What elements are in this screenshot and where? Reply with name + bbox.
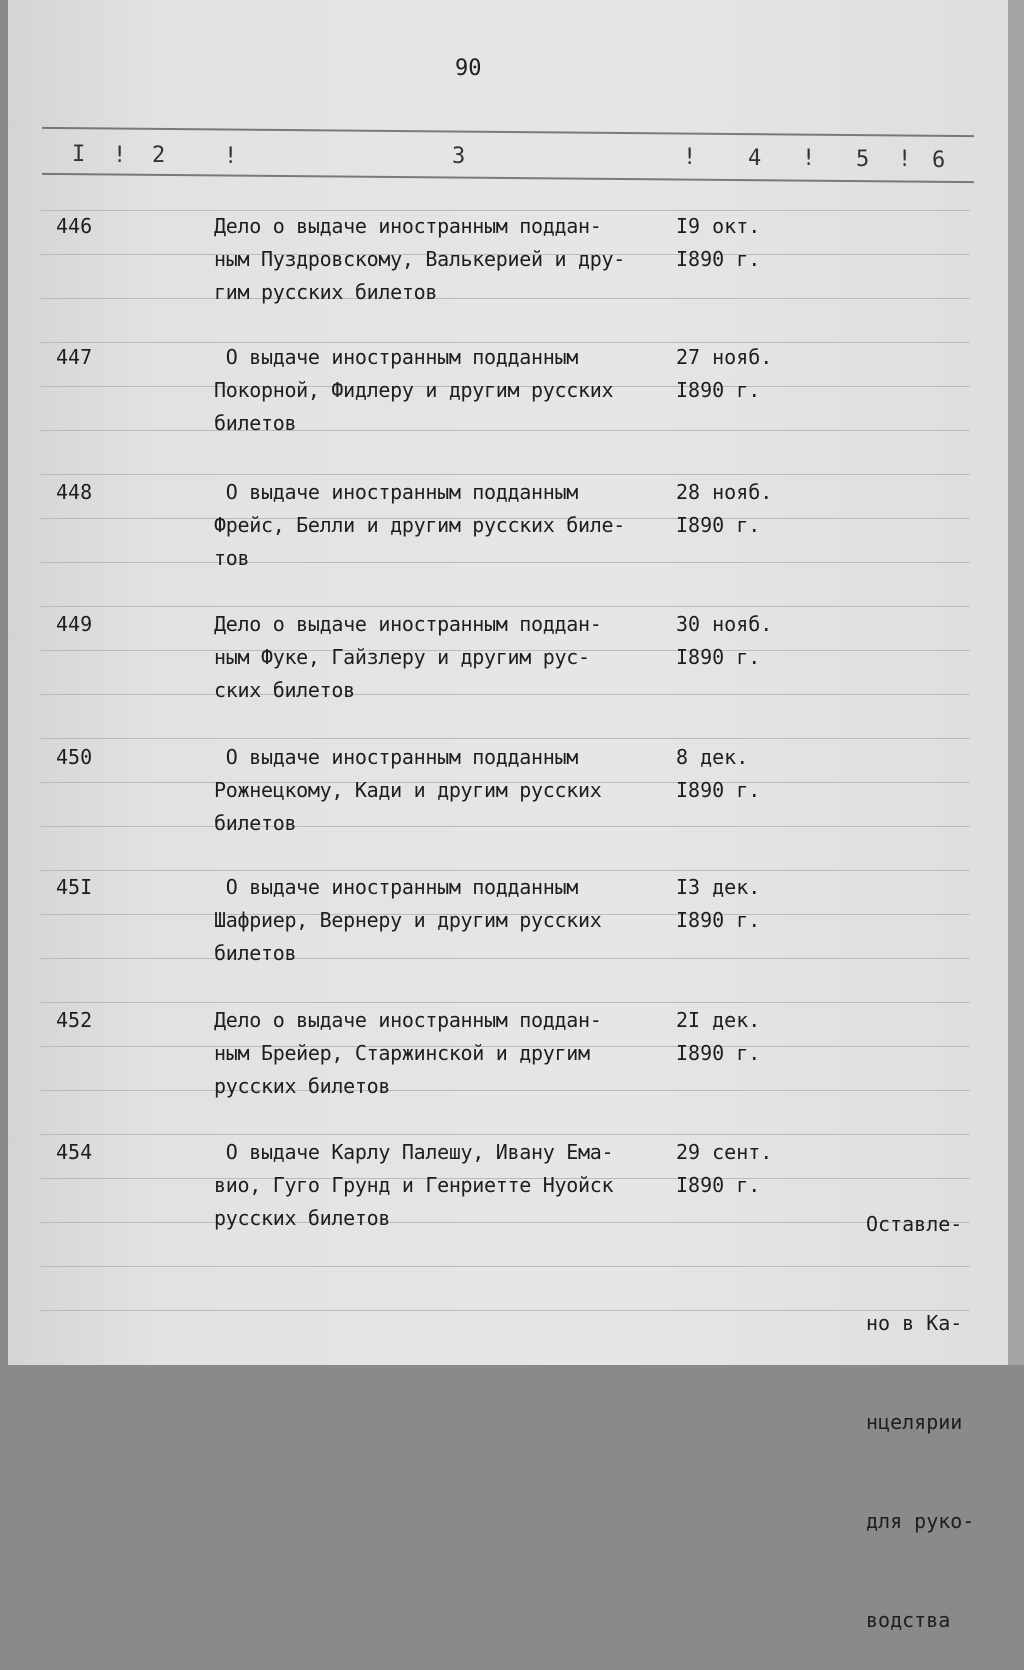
entry-date	[676, 1136, 772, 1202]
description-line: ным Брейер, Старжинской и другим	[214, 1041, 590, 1065]
description-line: О выдаче иностранным подданным	[214, 345, 578, 369]
note-line: водства	[866, 1608, 951, 1632]
entry-description	[214, 476, 625, 575]
note-line: нцелярии	[866, 1410, 963, 1434]
description-line: ным Фуке, Гайзлеру и другим рус-	[214, 645, 590, 669]
description-line: Рожнецкому, Кади и другим русских	[214, 778, 602, 802]
column-header: 5	[856, 146, 870, 172]
entry-date	[676, 476, 772, 542]
description-line: О выдаче иностранным подданным	[214, 745, 578, 769]
description-line: гим русских билетов	[214, 280, 438, 304]
entry-number: 447	[56, 345, 93, 369]
description-line: русских билетов	[214, 1206, 391, 1230]
entry-number: 454	[56, 1140, 93, 1164]
entry-number: 452	[56, 1008, 93, 1032]
description-line: ным Пуздровскому, Валькерией и дру-	[214, 247, 625, 271]
ruled-line	[40, 1002, 970, 1003]
entry-description	[214, 341, 613, 440]
column-header: 6	[932, 148, 946, 173]
date-line: 29 сент.	[676, 1140, 773, 1164]
date-line: I890 г.	[676, 1173, 761, 1197]
date-line: 27 нояб.	[676, 345, 773, 369]
note-line: но в Ка-	[866, 1311, 963, 1335]
description-line: Дело о выдаче иностранным поддан-	[214, 612, 602, 636]
date-line: I890 г.	[676, 513, 761, 537]
entry-date	[676, 1004, 760, 1070]
description-line: Фрейс, Белли и другим русских биле-	[214, 513, 625, 537]
column-separator: !	[898, 147, 912, 173]
description-line: О выдаче Карлу Палешу, Ивану Ема-	[214, 1140, 614, 1164]
column-separator: !	[113, 142, 127, 168]
ruled-line	[40, 1266, 970, 1267]
date-line: I890 г.	[676, 378, 761, 402]
description-line: Дело о выдаче иностранным поддан-	[214, 214, 602, 238]
column-header: 2	[152, 143, 166, 169]
date-line: I890 г.	[676, 645, 761, 669]
column-separator: !	[683, 145, 697, 170]
entry-description	[214, 608, 601, 707]
description-line: О выдаче иностранным подданным	[214, 480, 578, 504]
entry-date	[676, 608, 772, 674]
description-line: ских билетов	[214, 678, 355, 702]
column-header: I	[72, 142, 86, 167]
date-line: 30 нояб.	[676, 612, 773, 636]
ruled-line	[40, 474, 970, 475]
ruled-line	[40, 738, 970, 739]
description-line: тов	[214, 546, 250, 570]
entry-number: 45I	[56, 875, 93, 899]
date-line: I3 дек.	[676, 875, 761, 899]
entry-date	[676, 210, 760, 276]
page-number: 90	[455, 56, 482, 81]
column-header: 3	[452, 144, 466, 170]
entry-description	[214, 741, 601, 840]
entry-number: 448	[56, 480, 93, 504]
entry-number: 449	[56, 612, 93, 636]
date-line: I890 г.	[676, 778, 761, 802]
date-line: I9 окт.	[676, 214, 761, 238]
entry-number: 446	[56, 214, 93, 238]
entry-description	[214, 1004, 601, 1103]
column-separator: !	[224, 143, 238, 169]
description-line: Шафриер, Вернеру и другим русских	[214, 908, 602, 932]
description-line: билетов	[214, 411, 297, 435]
date-line: 2I дек.	[676, 1008, 761, 1032]
date-line: I890 г.	[676, 908, 761, 932]
entry-description	[214, 210, 625, 309]
description-line: билетов	[214, 941, 297, 965]
entry-description	[214, 1136, 613, 1235]
entry-description	[214, 871, 601, 970]
description-line: Покорной, Фидлеру и другим русских	[214, 378, 614, 402]
ruled-line	[40, 1310, 970, 1311]
entry-number: 450	[56, 745, 93, 769]
description-line: русских билетов	[214, 1074, 391, 1098]
date-line: 8 дек.	[676, 745, 749, 769]
description-line: О выдаче иностранным подданным	[214, 875, 578, 899]
entry-date	[676, 741, 760, 807]
description-line: Дело о выдаче иностранным поддан-	[214, 1008, 602, 1032]
column-separator: !	[802, 146, 816, 172]
note-line: для руко-	[866, 1509, 975, 1533]
entry-date	[676, 341, 772, 407]
description-line: билетов	[214, 811, 297, 835]
date-line: I890 г.	[676, 247, 761, 271]
column-header: 4	[748, 145, 762, 171]
date-line: 28 нояб.	[676, 480, 773, 504]
description-line: вио, Гуго Грунд и Генриетте Нуойск	[214, 1173, 614, 1197]
date-line: I890 г.	[676, 1041, 761, 1065]
ruled-line	[40, 606, 970, 607]
ruled-line	[40, 1134, 970, 1135]
page-edge	[1008, 0, 1024, 1365]
note-line: Оставле-	[866, 1212, 963, 1236]
entry-date	[676, 871, 760, 937]
remark-column-6	[866, 1142, 974, 1670]
